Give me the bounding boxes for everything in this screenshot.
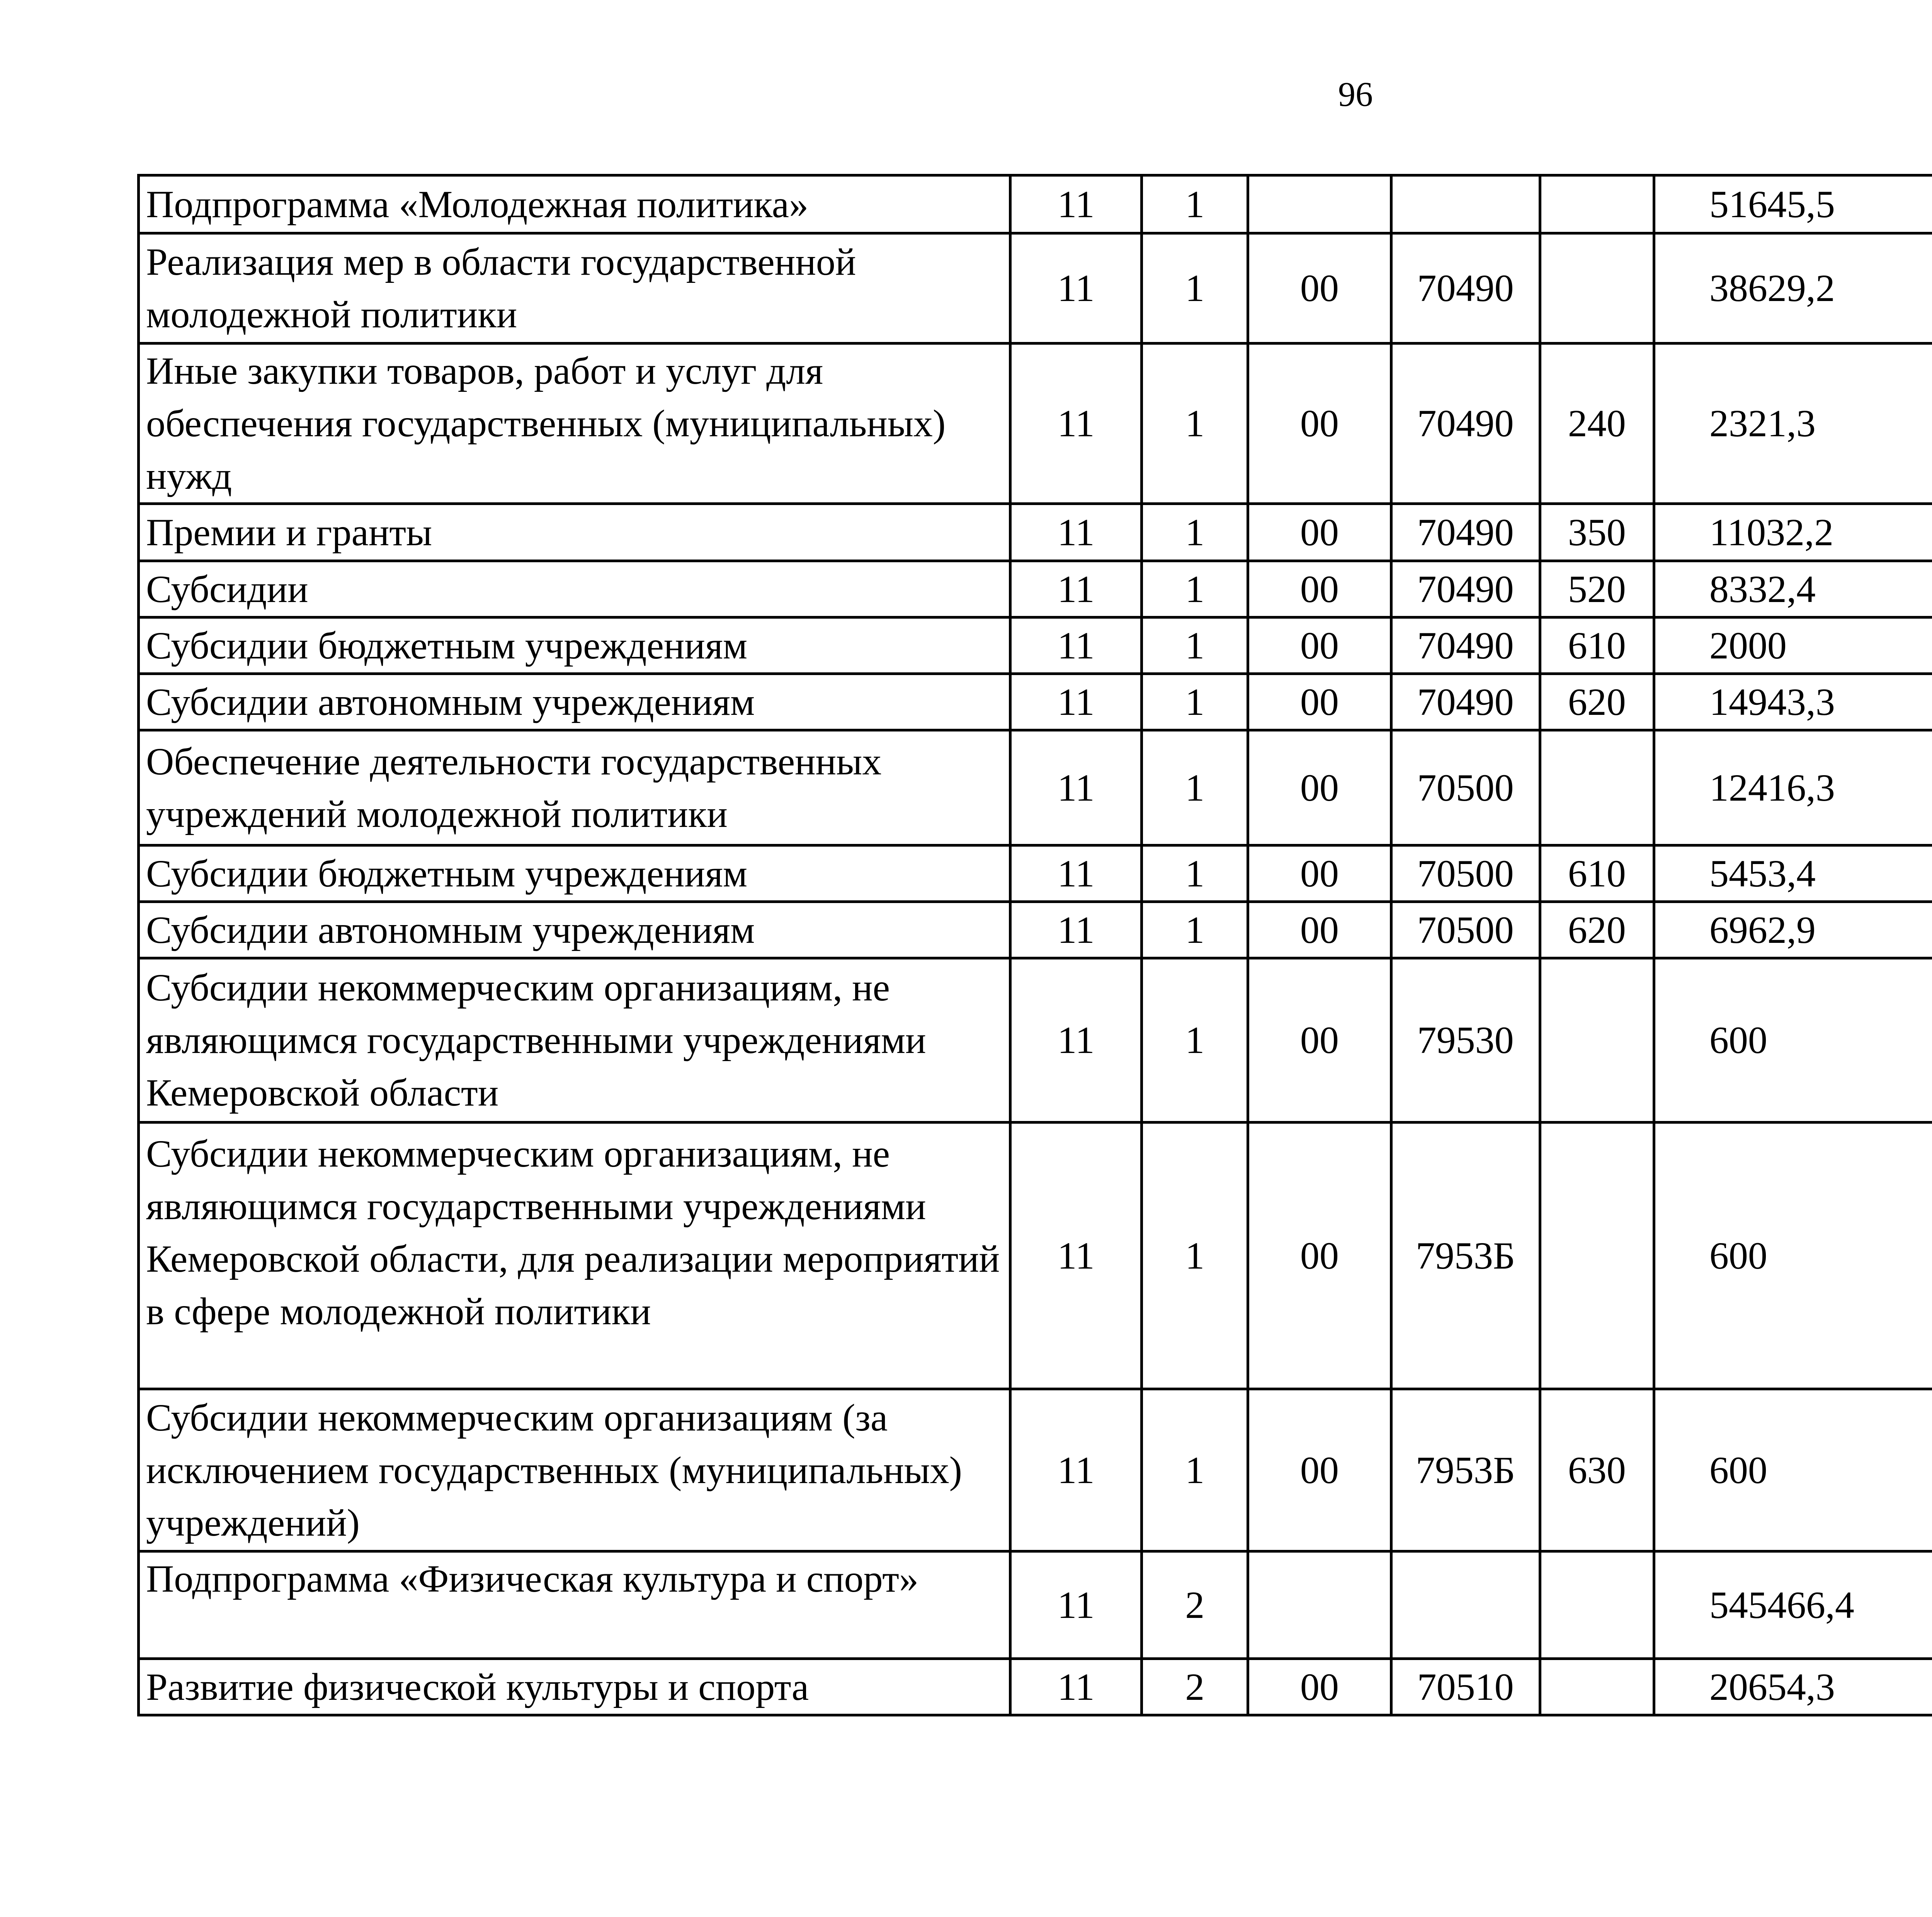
row-program: 00 xyxy=(1248,845,1391,902)
row-subsection: 1 xyxy=(1142,175,1248,233)
row-value-1: 2000 xyxy=(1654,617,1932,674)
row-value-1: 600 xyxy=(1654,1389,1932,1551)
table-row xyxy=(139,958,1932,1123)
row-value-1: 5453,4 xyxy=(1654,845,1932,902)
row-expense-type: 620 xyxy=(1540,674,1654,730)
row-subsection: 1 xyxy=(1142,561,1248,617)
row-name: Иные закупки товаров, работ и услуг для обеспечения государственных (муниципальных) нужд xyxy=(139,344,1010,504)
row-subsection: 1 xyxy=(1142,902,1248,958)
row-code: 70500 xyxy=(1391,730,1540,845)
row-section: 11 xyxy=(1010,1551,1142,1659)
row-name: Субсидии автономным учреждениям xyxy=(139,902,1010,958)
row-expense-type xyxy=(1540,1123,1654,1389)
row-program: 00 xyxy=(1248,958,1391,1123)
row-section: 11 xyxy=(1010,561,1142,617)
row-value-1: 14943,3 xyxy=(1654,674,1932,730)
row-name: Субсидии бюджетным учреждениям xyxy=(139,845,1010,902)
row-expense-type xyxy=(1540,1659,1654,1715)
table-row xyxy=(139,845,1932,902)
row-expense-type: 350 xyxy=(1540,504,1654,561)
row-program: 00 xyxy=(1248,561,1391,617)
row-value-1: 20654,3 xyxy=(1654,1659,1932,1715)
row-value-1: 545466,4 xyxy=(1654,1551,1932,1659)
row-expense-type xyxy=(1540,233,1654,344)
row-expense-type xyxy=(1540,175,1654,233)
row-code: 70490 xyxy=(1391,617,1540,674)
row-code: 7953Б xyxy=(1391,1389,1540,1551)
row-program: 00 xyxy=(1248,344,1391,504)
table-row xyxy=(139,617,1932,674)
row-name: Реализация мер в области государственной молодежной политики xyxy=(139,233,1010,344)
row-program xyxy=(1248,175,1391,233)
row-code: 70490 xyxy=(1391,561,1540,617)
row-section: 11 xyxy=(1010,233,1142,344)
row-subsection: 1 xyxy=(1142,730,1248,845)
table-row xyxy=(139,730,1932,845)
row-section: 11 xyxy=(1010,617,1142,674)
row-section: 11 xyxy=(1010,902,1142,958)
row-name: Субсидии бюджетным учреждениям xyxy=(139,617,1010,674)
row-code: 79530 xyxy=(1391,958,1540,1123)
row-section: 11 xyxy=(1010,674,1142,730)
row-value-1: 2321,3 xyxy=(1654,344,1932,504)
row-program: 00 xyxy=(1248,902,1391,958)
row-code: 70510 xyxy=(1391,1659,1540,1715)
table-row xyxy=(139,175,1932,233)
row-name: Субсидии автономным учреждениям xyxy=(139,674,1010,730)
table-row xyxy=(139,902,1932,958)
row-value-1: 6962,9 xyxy=(1654,902,1932,958)
row-value-1: 600 xyxy=(1654,958,1932,1123)
row-section: 11 xyxy=(1010,845,1142,902)
row-name: Подпрограмма «Физическая культура и спорт» xyxy=(139,1551,1010,1659)
row-expense-type: 520 xyxy=(1540,561,1654,617)
row-expense-type xyxy=(1540,958,1654,1123)
row-expense-type: 610 xyxy=(1540,617,1654,674)
row-section: 11 xyxy=(1010,1123,1142,1389)
row-name: Субсидии некоммерческим организациям (за исключением государственных (муниципальных) учреждений) xyxy=(139,1389,1010,1551)
row-subsection: 1 xyxy=(1142,233,1248,344)
row-program: 00 xyxy=(1248,1659,1391,1715)
row-subsection: 1 xyxy=(1142,1123,1248,1389)
row-program: 00 xyxy=(1248,1389,1391,1551)
row-name: Обеспечение деятельности государственных учреждений молодежной политики xyxy=(139,730,1010,845)
table-row xyxy=(139,1659,1932,1715)
row-code: 7953Б xyxy=(1391,1123,1540,1389)
row-value-1: 12416,3 xyxy=(1654,730,1932,845)
row-expense-type: 610 xyxy=(1540,845,1654,902)
row-value-1: 8332,4 xyxy=(1654,561,1932,617)
row-code: 70500 xyxy=(1391,902,1540,958)
row-subsection: 1 xyxy=(1142,674,1248,730)
table-row xyxy=(139,674,1932,730)
row-value-1: 38629,2 xyxy=(1654,233,1932,344)
row-section: 11 xyxy=(1010,344,1142,504)
row-expense-type: 630 xyxy=(1540,1389,1654,1551)
table-row xyxy=(139,561,1932,617)
row-name: Субсидии некоммерческим организациям, не являющимся государственными учреждениями Кемеровской области, для реализации мероприятий в сфере молодежной политики xyxy=(139,1123,1010,1389)
row-code xyxy=(1391,1551,1540,1659)
row-program: 00 xyxy=(1248,730,1391,845)
row-subsection: 1 xyxy=(1142,1389,1248,1551)
row-section: 11 xyxy=(1010,504,1142,561)
table-row xyxy=(139,1551,1932,1659)
row-value-1: 51645,5 xyxy=(1654,175,1932,233)
table-row xyxy=(139,504,1932,561)
row-subsection: 2 xyxy=(1142,1551,1248,1659)
row-code: 70490 xyxy=(1391,674,1540,730)
row-name: Субсидии xyxy=(139,561,1010,617)
row-program: 00 xyxy=(1248,1123,1391,1389)
budget-table xyxy=(137,174,1932,1716)
row-value-1: 600 xyxy=(1654,1123,1932,1389)
row-expense-type: 620 xyxy=(1540,902,1654,958)
row-code: 70490 xyxy=(1391,233,1540,344)
row-expense-type xyxy=(1540,1551,1654,1659)
row-program: 00 xyxy=(1248,674,1391,730)
row-program: 00 xyxy=(1248,617,1391,674)
row-name: Подпрограмма «Молодежная политика» xyxy=(139,175,1010,233)
row-program: 00 xyxy=(1248,504,1391,561)
row-name: Премии и гранты xyxy=(139,504,1010,561)
row-code: 70490 xyxy=(1391,504,1540,561)
row-subsection: 1 xyxy=(1142,617,1248,674)
row-subsection: 1 xyxy=(1142,958,1248,1123)
table-row xyxy=(139,344,1932,504)
table-row xyxy=(139,233,1932,344)
row-expense-type: 240 xyxy=(1540,344,1654,504)
row-section: 11 xyxy=(1010,175,1142,233)
row-section: 11 xyxy=(1010,730,1142,845)
row-program xyxy=(1248,1551,1391,1659)
row-subsection: 1 xyxy=(1142,344,1248,504)
row-name: Субсидии некоммерческим организациям, не являющимся государственными учреждениями Кемеровской области xyxy=(139,958,1010,1123)
row-code: 70490 xyxy=(1391,344,1540,504)
row-section: 11 xyxy=(1010,958,1142,1123)
row-subsection: 2 xyxy=(1142,1659,1248,1715)
row-code: 70500 xyxy=(1391,845,1540,902)
table-row xyxy=(139,1123,1932,1389)
table-row xyxy=(139,1389,1932,1551)
table-body xyxy=(139,175,1932,1715)
row-subsection: 1 xyxy=(1142,504,1248,561)
row-subsection: 1 xyxy=(1142,845,1248,902)
row-code xyxy=(1391,175,1540,233)
row-name: Развитие физической культуры и спорта xyxy=(139,1659,1010,1715)
page-number: 96 xyxy=(1338,75,1373,114)
row-value-1: 11032,2 xyxy=(1654,504,1932,561)
row-program: 00 xyxy=(1248,233,1391,344)
row-expense-type xyxy=(1540,730,1654,845)
row-section: 11 xyxy=(1010,1659,1142,1715)
row-section: 11 xyxy=(1010,1389,1142,1551)
